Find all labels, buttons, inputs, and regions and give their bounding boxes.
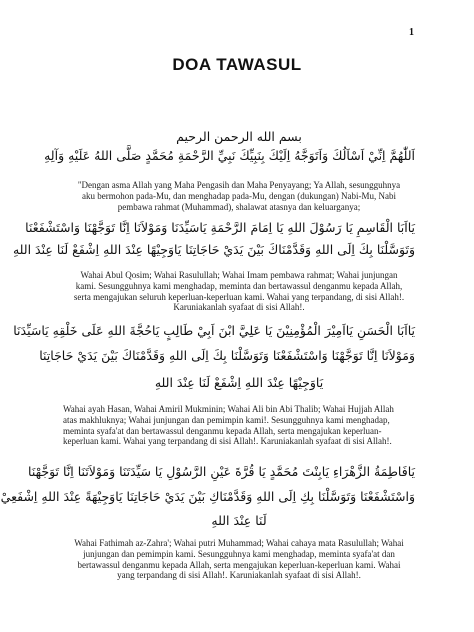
translation-line: kami. Sesungguhnya kami menghadap, meminta dan bertawassul denganmu kepada Allah, <box>75 280 403 291</box>
translation-line: aku bermohon pada-Mu, dan menghadap pada-Mu, dengan (dukungan) Nabi-Mu, Nabi <box>82 190 396 201</box>
translation-line: meminta syafa'at dan bertawassul denganmu kepada Allah, serta mengajukan keperluan- <box>63 425 382 436</box>
basmalah: بسم الله الرحمن الرحيم <box>176 129 302 144</box>
arabic-line: يَافَاطِمَةُ الزَّهْرَاءِ يَابِنْتَ مُحَمَّدٍ يَا قُرَّةَ عَيْنِ الرَّسُوْلِ يَا سَيِّدَتَنَا وَمَوْلاَتَنَا اِنَّا تَوَجَّهْنَا <box>28 464 415 479</box>
translation-line: yang terpandang di sisi Allah!. Karuniakanlah syafaat di sisi Allah!. <box>117 570 361 581</box>
translation-line: keperluan kami. Wahai yang terpandang di sisi Allah!. Karuniakanlah syafaat di sisi Allah!. <box>63 436 392 447</box>
translation-line: pembawa rahmat (Muhammad), shalawat atasnya dan keluarganya; <box>117 201 361 212</box>
arabic-line: يَاوَجِيْهًا عِنْدَ اللهِ اِشْفَعْ لَنَا عِنْدَ اللهِ <box>154 375 324 390</box>
translation-line: Wahai Fathimah az-Zahra'; Wahai putri Muhammad; Wahai cahaya mata Rasulullah; Wahai <box>74 538 404 548</box>
arabic-line: وَاسْتَشْفَعْنَا وَتَوَسَّلْنَا بِكِ اِلَى اللهِ وَقَدَّمْنَاكِ بَيْنَ يَدَيْ حَاجَاتِنَا يَاوَجِيْهَةً عِنْدَ اللهِ اِشْفَعِيْ <box>0 489 415 504</box>
arabic-line: يَااَبَا الْقَاسِمِ يَا رَسُوْلَ اللهِ يَا اِمَامَ الرَّحْمَةِ يَاسَيِّدَنَا وَمَوْلاَنَا اِنَّا تَوَجَّهْنَا وَاسْتَشْفَعْنَا <box>25 220 415 235</box>
translation-paragraph-1 <box>63 180 415 212</box>
page-number: 1 <box>409 27 414 38</box>
translation-paragraph-4 <box>63 538 415 581</box>
arabic-line: يَااَبَا الْحَسَنِ يَااَمِيْرَ الْمُؤْمِنِيْنَ يَا عَلِيَّ ابْنَ اَبِيْ طَالِبٍ يَاحُجَّةَ اللهِ عَلَى خَلْقِهِ يَاسَيِّدَنَا <box>13 323 415 338</box>
arabic-line: وَمَوْلاَنَا اِنَّا تَوَجَّهْنَا وَاسْتَشْفَعْنَا وَتَوَسَّلْنَا بِكَ اِلَى اللهِ وَقَدَّمْنَاكَ بَيْنَ يَدَيْ حَاجَاتِنَا <box>39 348 415 363</box>
translation-line: Wahai Abul Qosim; Wahai Rasulullah; Wahai Imam pembawa rahmat; Wahai junjungan <box>80 270 398 280</box>
page-title: DOA TAWASUL <box>172 55 302 74</box>
translation-line: atas makhluknya; Wahai junjungan dan pemimpin kami!. Sesungguhnya kami menghadap, <box>63 414 390 425</box>
arabic-line: وَتَوَسَّلْنَا بِكَ اِلَى اللهِ وَقَدَّمْنَاكَ بَيْنَ يَدَيْ حَاجَاتِنَا يَاوَجِيْهًا عِنْدَ اللهِ اِشْفَعْ لَنَا عِنْدَ اللهِ <box>12 242 415 257</box>
translation-paragraph-2 <box>63 270 415 313</box>
arabic-line: لَنَا عِنْدَ اللهِ <box>211 513 267 528</box>
translation-line: Karuniakanlah syafaat di sisi Allah!. <box>173 302 305 313</box>
arabic-line: اَللّٰهُمَّ اِنِّيْ اَسْاَلُكَ وَاَتَوَجَّهُ اِلَيْكَ بِنَبِيِّكَ نَبِيِّ الرَّحْمَةِ مُحَمَّدٍ صَلَّى اللهُ عَلَيْهِ وَآلِهِ <box>44 148 415 163</box>
translation-line: "Dengan asma Allah yang Maha Pengasih dan Maha Penyayang; Ya Allah, sesungguhnya <box>77 180 401 190</box>
translation-line: bertawassul denganmu kepada Allah, serta mengajukan keperluan-keperluan kami. Wahai <box>77 559 401 570</box>
translation-paragraph-3 <box>63 404 415 447</box>
translation-line: serta mengajukan seluruh keperluan-keperluan kami. Wahai yang terpandang, di sisi Allah!. <box>73 291 405 302</box>
translation-line: Wahai ayah Hasan, Wahai Amiril Mukminin; Wahai Ali bin Abi Thalib; Wahai Hujjah Allah <box>63 404 394 414</box>
translation-line: junjungan dan pemimpin kami. Sesungguhnya kami menghadap, meminta syafa'at dan <box>83 548 395 559</box>
